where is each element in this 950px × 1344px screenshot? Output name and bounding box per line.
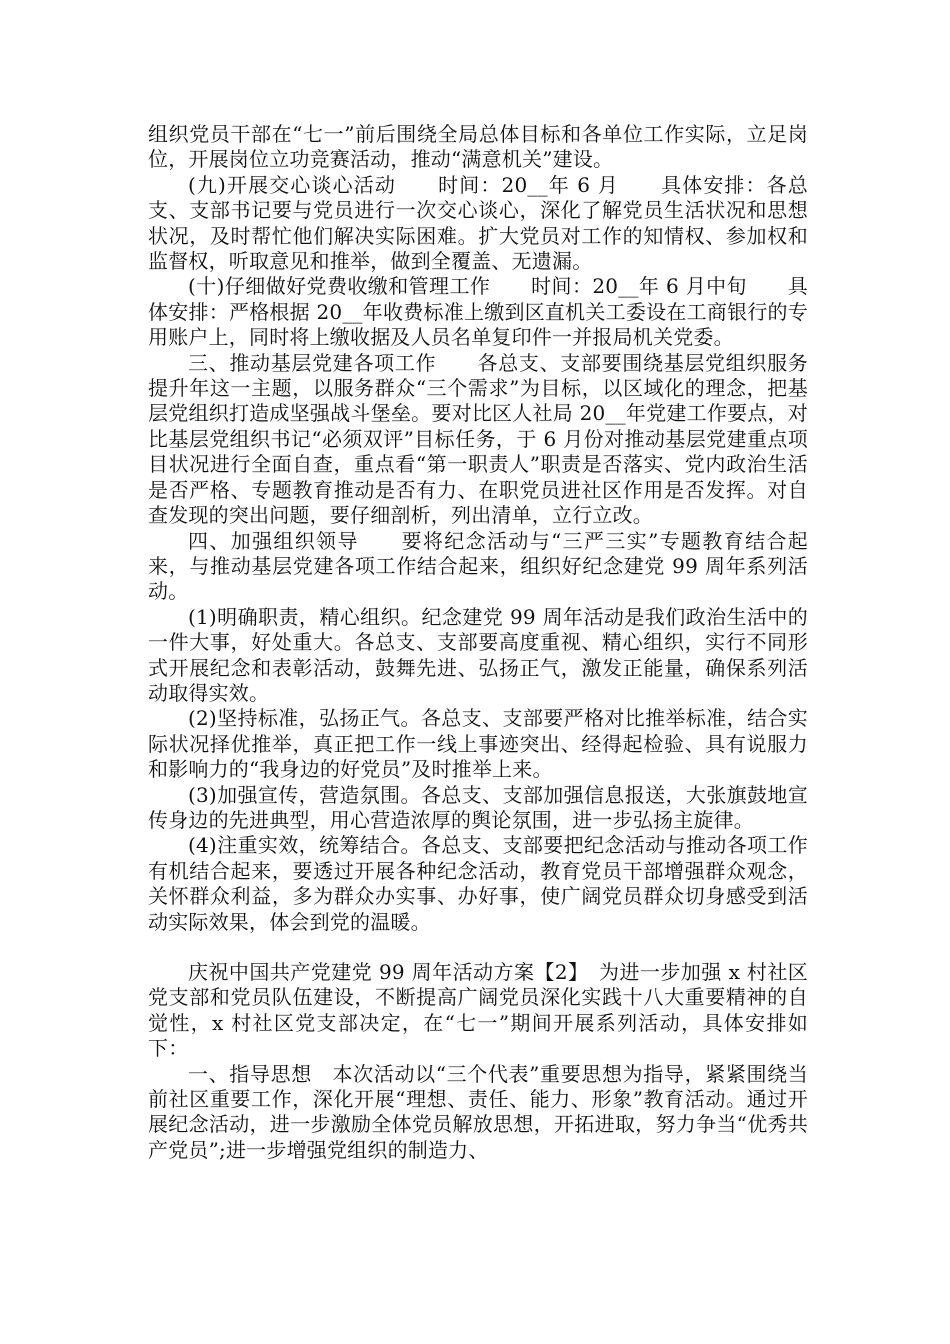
- paragraph-point-4: (4)注重实效，统筹结合。各总支、支部要把纪念活动与推动各项工作有机结合起来，要透过开展各种纪念活动，教育党员干部增强群众观念，关怀群众利益，多为群众办实事、办好事，使广阔党员群众切身感受到活动实际效果，体会到党的温暖。: [148, 833, 808, 934]
- paragraph-section-4: 四、加强组织领导 要将纪念活动与“三严三实”专题教育结合起来，与推动基层党建各项工作结合起来，组织好纪念建党 99 周年系列活动。: [148, 528, 808, 604]
- paragraph-spacer: [148, 935, 808, 960]
- paragraph-point-1: (1)明确职责，精心组织。纪念建党 99 周年活动是我们政治生活中的一件大事，好处重大。各总支、支部要高度重视、精心组织，实行不同形式开展纪念和表彰活动，鼓舞先进、弘扬正气，激发正能量，确保系列活动取得实效。: [148, 604, 808, 705]
- paragraph-point-3: (3)加强宣传，营造氛围。各总支、支部加强信息报送，大张旗鼓地宣传身边的先进典型，用心营造浓厚的舆论氛围，进一步弘扬主旋律。: [148, 782, 808, 832]
- paragraph-section-3: 三、推动基层党建各项工作 各总支、支部要围绕基层党组织服务提升年这一主题，以服务群众“三个需求”为目标，以区域化的理念，把基层党组织打造成坚强战斗堡垒。要对比区人社局 20__年党建工作要点，对比基层党组织书记“必须双评”目标任务，于 6 月份对推动基层党建重点项目状况进行全面自查，重点看“第一职责人”职责是否落实、党内政治生活是否严格、专题教育推动是否有力、在职党员进社区作用是否发挥。对自查发现的突出问题，要仔细剖析，列出清单，立行立改。: [148, 350, 808, 528]
- paragraph-item-9: (九)开展交心谈心活动 时间：20__年 6 月 具体安排：各总支、支部书记要与党员进行一次交心谈心，深化了解党员生活状况和思想状况，及时帮忙他们解决实际困难。扩大党员对工作的知情权、参加权和监督权，听取意见和推举，做到全覆盖、无遗漏。: [148, 172, 808, 274]
- paragraph-guiding-thought: 一、指导思想 本次活动以“三个代表”重要思想为指导，紧紧围绕当前社区重要工作，深化开展“理想、责任、能力、形象”教育活动。通过开展纪念活动，进一步激励全体党员解放思想，开拓进取，努力争当“优秀共产党员”;进一步增强党组织的制造力、: [148, 1061, 808, 1162]
- paragraph-point-2: (2)坚持标准，弘扬正气。各总支、支部要严格对比推举标准，结合实际状况择优推举，真正把工作一线上事迹突出、经得起检验、具有说服力和影响力的“我身边的好党员”及时推举上来。: [148, 706, 808, 782]
- paragraph-plan-2-intro: 庆祝中国共产党建党 99 周年活动方案【2】 为进一步加强 x 村社区党支部和党员队伍建设，不断提高广阔党员深化实践十八大重要精神的自觉性，x 村社区党支部决定，在“七一”期间开展系列活动，具体安排如下：: [148, 960, 808, 1061]
- paragraph-item-10: (十)仔细做好党费收缴和管理工作 时间：20__年 6 月中旬 具体安排：严格根据 20__年收费标准上缴到区直机关工委设在工商银行的专用账户上，同时将上缴收据及人员名单复印件一并报局机关党委。: [148, 274, 808, 350]
- paragraph-continuation: 组织党员干部在“七一”前后围绕全局总体目标和各单位工作实际，立足岗位，开展岗位立功竞赛活动，推动“满意机关”建设。: [148, 122, 808, 172]
- document-body: [148, 122, 808, 1163]
